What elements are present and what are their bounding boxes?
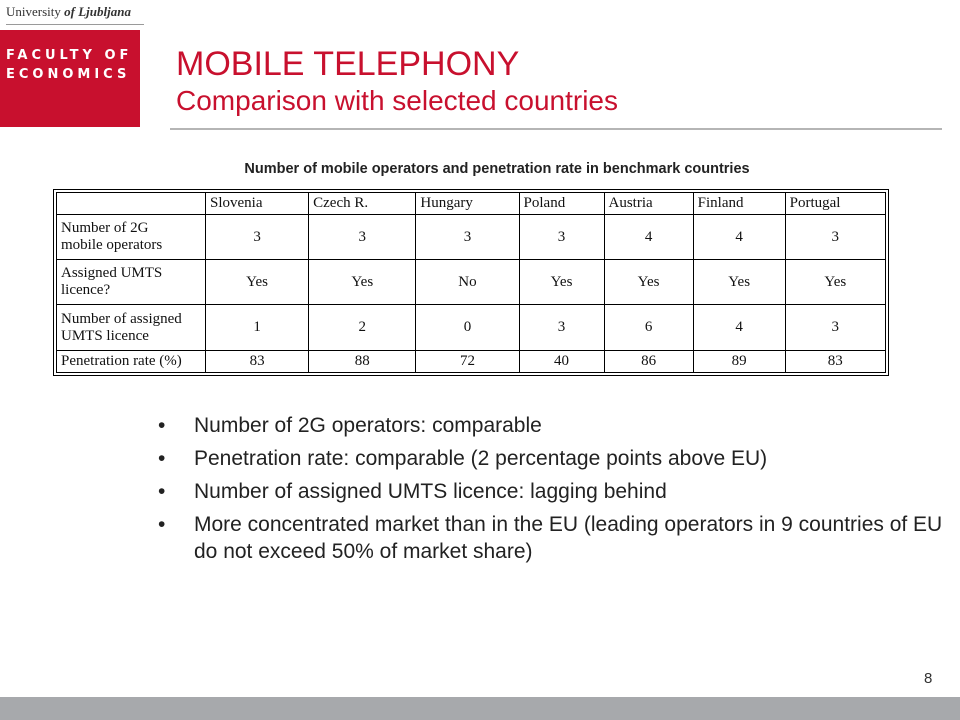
row-label-line1: Assigned UMTS xyxy=(61,265,163,281)
table-cell: Yes xyxy=(693,260,785,305)
benchmark-table xyxy=(56,192,886,373)
university-prefix: University xyxy=(6,4,61,19)
table-cell: Yes xyxy=(519,260,604,305)
table-cell: Yes xyxy=(785,260,885,305)
bullet-text: Penetration rate: comparable (2 percentage points above EU) xyxy=(194,447,768,470)
table-cell: 83 xyxy=(206,351,309,373)
bullet-list xyxy=(158,412,948,571)
table-caption: Number of mobile operators and penetration rate in benchmark countries xyxy=(244,161,750,177)
column-header: Poland xyxy=(519,193,604,215)
row-label-line1: Number of 2G xyxy=(61,220,149,236)
table-cell: 2 xyxy=(309,305,416,351)
list-item xyxy=(158,511,948,565)
list-item xyxy=(158,445,948,472)
table-cell: 88 xyxy=(309,351,416,373)
logo-spacer xyxy=(140,30,168,127)
bullet-marker: • xyxy=(158,513,166,536)
row-label-line2: licence? xyxy=(61,282,111,298)
bullet-marker: • xyxy=(158,480,166,503)
faculty-logo-line2: ECONOMICS xyxy=(6,67,131,82)
table-cell: No xyxy=(416,260,519,305)
column-header: Czech R. xyxy=(309,193,416,215)
table-cell: 6 xyxy=(604,305,693,351)
table-cell: Yes xyxy=(604,260,693,305)
list-item xyxy=(158,478,948,505)
table-cell: 3 xyxy=(519,305,604,351)
table-row xyxy=(57,351,886,373)
table-cell: 3 xyxy=(785,215,885,260)
column-header: Austria xyxy=(604,193,693,215)
title-block xyxy=(176,44,618,118)
bullet-text: Number of 2G operators: comparable xyxy=(194,414,542,437)
table-cell: 3 xyxy=(206,215,309,260)
page-title: MOBILE TELEPHONY xyxy=(176,45,520,83)
title-divider xyxy=(170,128,942,130)
table-cell: 3 xyxy=(309,215,416,260)
column-header: Slovenia xyxy=(206,193,309,215)
table-cell: 40 xyxy=(519,351,604,373)
table-row xyxy=(57,260,886,305)
page-subtitle: Comparison with selected countries xyxy=(176,85,618,116)
bullet-text: Number of assigned UMTS licence: lagging behind xyxy=(194,480,667,503)
column-header: Portugal xyxy=(785,193,885,215)
table-cell: 4 xyxy=(693,305,785,351)
bullet-marker: • xyxy=(158,414,166,437)
column-header: Finland xyxy=(693,193,785,215)
bullet-text: More concentrated market than in the EU (leading operators in 9 countries of EU do not exceed 50% of market share) xyxy=(194,513,943,563)
table-header-row xyxy=(57,193,886,215)
table-cell: 3 xyxy=(416,215,519,260)
table-cell: 72 xyxy=(416,351,519,373)
table-cell: Yes xyxy=(206,260,309,305)
page-number: 8 xyxy=(924,670,933,687)
table-cell: 4 xyxy=(604,215,693,260)
list-item xyxy=(158,412,948,439)
row-label xyxy=(57,260,206,305)
table-row xyxy=(57,305,886,351)
table-cell: Yes xyxy=(309,260,416,305)
row-label-line1: Number of assigned xyxy=(61,310,182,327)
table-cell: 3 xyxy=(519,215,604,260)
row-label xyxy=(57,305,206,351)
table-cell: 86 xyxy=(604,351,693,373)
table-cell: 83 xyxy=(785,351,885,373)
row-label-line2: mobile operators xyxy=(61,237,163,253)
table-cell: 1 xyxy=(206,305,309,351)
university-suffix: of Ljubljana xyxy=(64,4,131,19)
table-cell: 0 xyxy=(416,305,519,351)
table-cell: 89 xyxy=(693,351,785,373)
row-label xyxy=(57,215,206,260)
table-cell: 4 xyxy=(693,215,785,260)
table-cell: 3 xyxy=(785,305,885,351)
row-label: Penetration rate (%) xyxy=(57,351,206,373)
faculty-logo xyxy=(0,30,140,127)
table-header-empty xyxy=(57,193,206,215)
column-header: Hungary xyxy=(416,193,519,215)
bullet-marker: • xyxy=(158,447,166,470)
row-label-line2: UMTS licence xyxy=(61,327,149,344)
footer-bar xyxy=(0,697,960,720)
table-row xyxy=(57,215,886,260)
faculty-logo-line1: FACULTY OF xyxy=(6,48,133,63)
university-name xyxy=(6,2,144,25)
